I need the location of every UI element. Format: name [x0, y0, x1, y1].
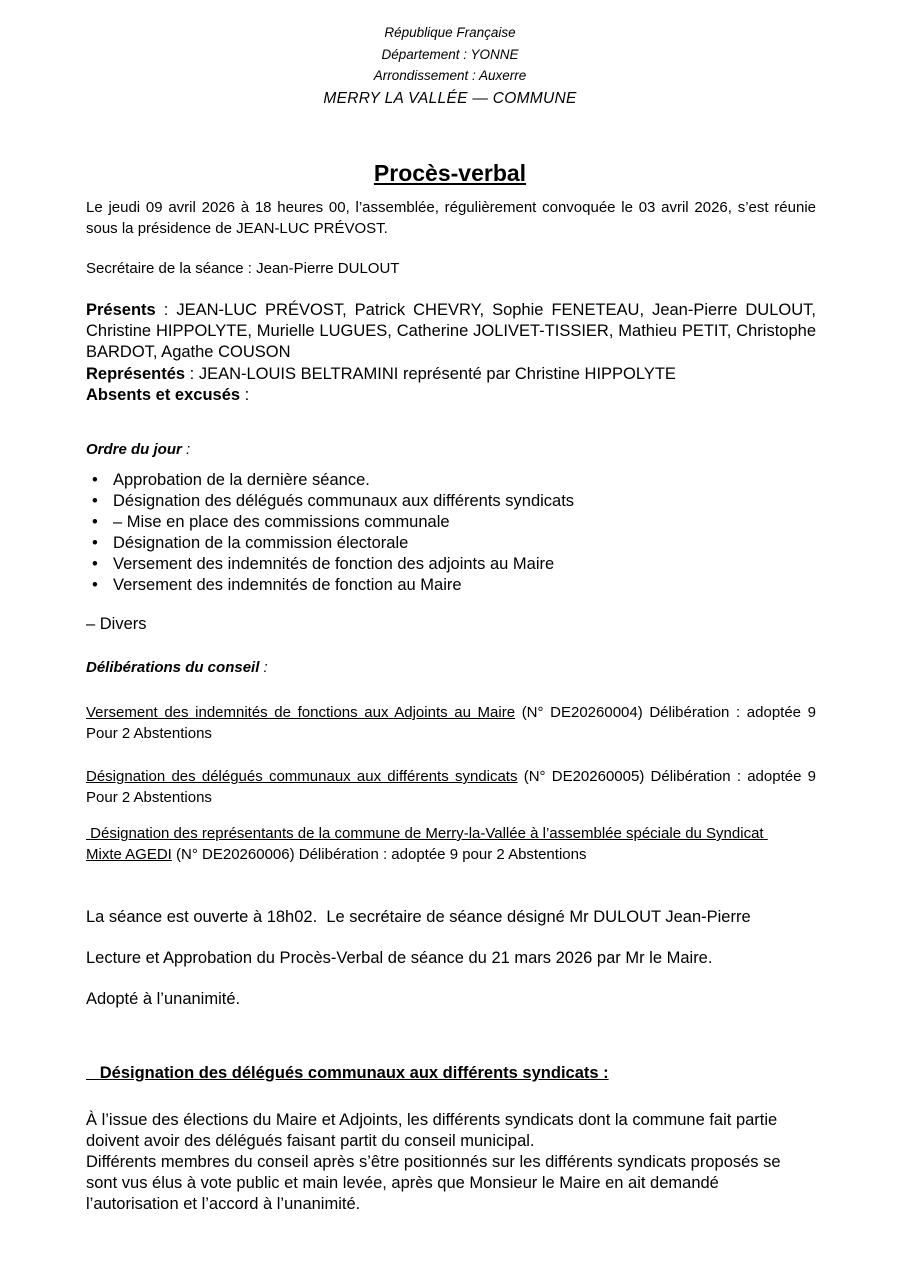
section-paragraph-1: À l’issue des élections du Maire et Adjoints, les différents syndicats dont la commune fait partie doivent avoir des délégués faisant partit du conseil municipal.: [86, 1111, 778, 1150]
bullet-icon: •: [92, 534, 98, 552]
agenda-heading: [86, 440, 816, 461]
agenda-heading-label: Ordre du jour: [86, 441, 182, 458]
list-item: [86, 491, 816, 512]
deliberations-heading-label: Délibérations du conseil: [86, 659, 260, 676]
bullet-icon: •: [92, 492, 98, 510]
deliberation-item: [86, 703, 816, 744]
deliberations-heading: [86, 658, 816, 679]
present-label: Présents: [86, 301, 156, 319]
agenda-heading-suffix: :: [181, 441, 191, 458]
deliberation-item: [86, 767, 816, 808]
list-item: [86, 533, 816, 554]
agenda-item-text: Approbation de la dernière séance.: [113, 471, 370, 489]
page-title: Procès-verbal: [373, 160, 527, 186]
list-item: [86, 470, 816, 491]
bullet-icon: •: [92, 471, 98, 489]
agenda-item-text: – Mise en place des commissions communale: [113, 513, 450, 531]
agenda-item-text: Désignation de la commission électorale: [113, 534, 409, 552]
list-item: [86, 554, 816, 575]
document-header: [0, 22, 900, 110]
present-paragraph: [86, 300, 816, 363]
agenda-item-text: Versement des indemnités de fonction des adjoints au Maire: [113, 555, 555, 573]
agenda-list: [86, 470, 816, 596]
represented-line: [86, 364, 816, 385]
section-paragraph-2: Différents membres du conseil après s’être positionnés sur les différents syndicats proposés se sont vus élus à vote public et main levée, après que Monsieur le Maire en ait demandé l’autorisation et l’accord à l’unanimité.: [86, 1153, 781, 1213]
bullet-icon: •: [92, 513, 98, 531]
deliberation-detail: (N° DE20260006) Délibération : adoptée 9 pour 2 Abstentions: [171, 845, 587, 863]
secretary-line: Secrétaire de la séance : Jean-Pierre DULOUT: [86, 260, 400, 277]
header-arrondissement: Arrondissement : Auxerre: [373, 68, 527, 83]
section-heading: [86, 1063, 816, 1085]
deliberation-title: Désignation des représentants de la commune de Merry-la-Vallée à l’assemblée spéciale du Syndicat Mixte AGEDI: [86, 825, 768, 863]
deliberation-detail: (N° DE20260004) Délibération : adoptée 9 Pour 2 Abstentions: [86, 704, 816, 742]
deliberation-title: Désignation des délégués communaux aux différents syndicats: [86, 768, 518, 785]
agenda-item-text: Désignation des délégués communaux aux différents syndicats: [113, 492, 575, 510]
agenda-other: – Divers: [86, 615, 147, 633]
present-list: : JEAN-LUC PRÉVOST, Patrick CHEVRY, Sophie FENETEAU, Jean-Pierre DULOUT, Christine HIPPOLYTE, Murielle LUGUES, Catherine JOLIVET-TISSIER, Mathieu PETIT, Christophe BARDOT, Agathe COUSON: [86, 301, 816, 361]
deliberation-title: Versement des indemnités de fonctions aux Adjoints au Maire: [86, 704, 516, 721]
absent-line: [86, 385, 816, 406]
bullet-icon: •: [92, 555, 98, 573]
absent-label: Absents et excusés: [86, 386, 241, 404]
bullet-icon: •: [92, 576, 98, 594]
session-reading: Lecture et Approbation du Procès-Verbal de séance du 21 mars 2026 par Mr le Maire.: [86, 949, 713, 967]
header-commune: MERRY LA VALLÉE — COMMUNE: [323, 89, 577, 107]
represented-label: Représentés: [86, 365, 186, 383]
header-republic: République Française: [384, 25, 516, 40]
deliberation-item: [86, 824, 776, 865]
agenda-item-text: Versement des indemnités de fonction au Maire: [113, 576, 462, 594]
section-title: Désignation des délégués communaux aux différents syndicats :: [86, 1064, 609, 1082]
header-department: Département : YONNE: [381, 46, 519, 62]
session-opening: La séance est ouverte à 18h02. Le secrétaire de séance désigné Mr DULOUT Jean-Pierre: [86, 908, 751, 926]
deliberations-heading-suffix: :: [259, 659, 268, 676]
list-item: [86, 512, 816, 533]
session-adopted: Adopté à l’unanimité.: [86, 990, 241, 1008]
absent-text: :: [240, 386, 250, 404]
list-item: [86, 575, 816, 596]
intro-paragraph: Le jeudi 09 avril 2026 à 18 heures 00, l’assemblée, régulièrement convoquée le 03 avril 2026, s’est réunie sous la présidence de JEAN-LUC PRÉVOST.: [86, 199, 816, 237]
deliberation-detail: (N° DE20260005) Délibération : adoptée 9 Pour 2 Abstentions: [86, 768, 816, 806]
represented-text: : JEAN-LOUIS BELTRAMINI représenté par Christine HIPPOLYTE: [185, 365, 676, 383]
